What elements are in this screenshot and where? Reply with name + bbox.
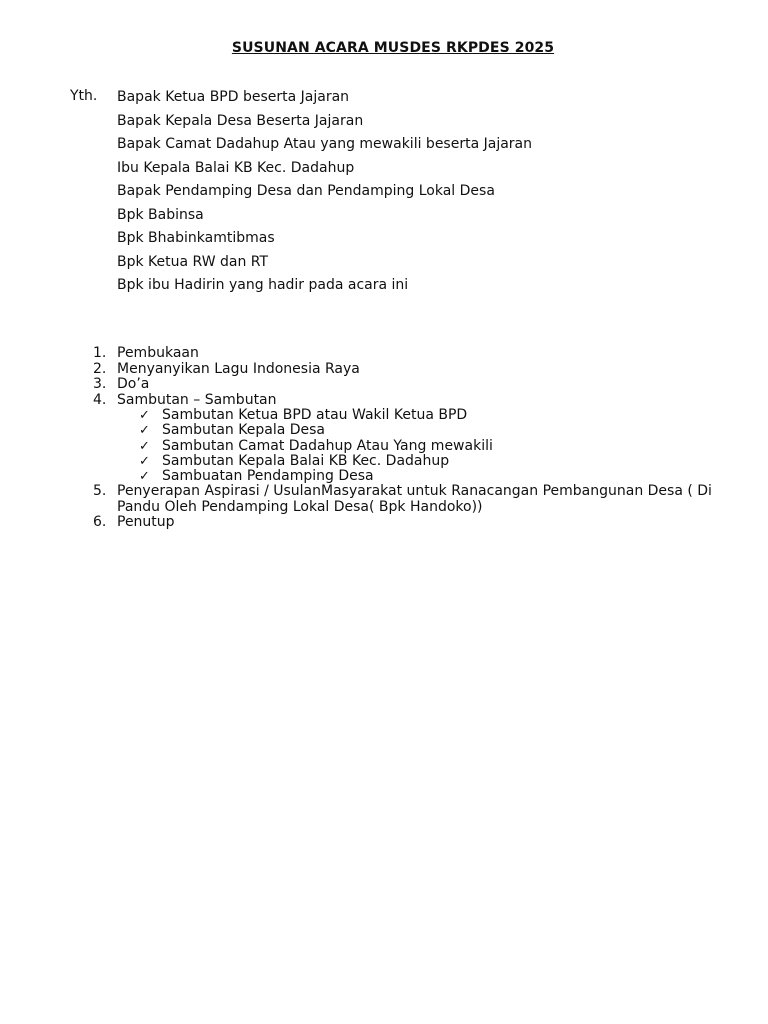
sambutan-text: Sambutan Kepala Balai KB Kec. Dadahup (162, 452, 450, 469)
agenda-item (0, 346, 768, 362)
check-icon: ✓ (139, 469, 150, 485)
addressee-item: Bpk Bhabinkamtibmas (117, 230, 275, 246)
agenda-number: 5. (93, 483, 107, 500)
addressee-item: Bapak Camat Dadahup Atau yang mewakili beserta Jajaran (117, 136, 532, 152)
agenda-text: Penyerapan Aspirasi / UsulanMasyarakat untuk Ranacangan Pembangunan Desa ( Di Pandu Oleh Pendamping Lokal Desa( Bpk Handoko)) (117, 483, 712, 515)
sambutan-text: Sambutan Camat Dadahup Atau Yang mewakili (162, 437, 493, 454)
document-title: SUSUNAN ACARA MUSDES RKPDES 2025 (231, 40, 555, 56)
sambutan-text: Sambutan Kepala Desa (162, 422, 326, 439)
agenda-number: 1. (93, 345, 107, 361)
sambutan-item (0, 454, 768, 469)
addressee-item: Ibu Kepala Balai KB Kec. Dadahup (117, 159, 355, 176)
sambutan-item (0, 469, 768, 484)
addressee-list (117, 88, 532, 300)
check-icon: ✓ (139, 408, 150, 423)
sambutan-item (0, 423, 768, 438)
addressee-item: Bapak Kepala Desa Beserta Jajaran (117, 112, 364, 129)
agenda-text: Penutup (117, 514, 175, 531)
salutation-label: Yth. (70, 88, 98, 104)
agenda-list (0, 346, 768, 531)
agenda-item (0, 393, 768, 409)
sambutan-sublist (0, 408, 768, 484)
addressee-item: Bpk Ketua RW dan RT (117, 253, 269, 270)
addressee-item: Bapak Pendamping Desa dan Pendamping Lokal Desa (117, 183, 495, 199)
agenda-item (0, 484, 768, 515)
agenda-text: Sambutan – Sambutan (117, 391, 277, 408)
addressee-item: Bapak Ketua BPD beserta Jajaran (117, 89, 350, 105)
sambutan-text: Sambutan Ketua BPD atau Wakil Ketua BPD (162, 407, 468, 423)
agenda-item (0, 377, 768, 393)
sambutan-text: Sambuatan Pendamping Desa (162, 468, 374, 485)
check-icon: ✓ (139, 423, 150, 439)
check-icon: ✓ (139, 453, 150, 469)
agenda-number: 3. (93, 376, 107, 392)
agenda-item (0, 362, 768, 378)
sambutan-item (0, 439, 768, 454)
addressee-item: Bpk ibu Hadirin yang hadir pada acara ini (117, 277, 409, 293)
agenda-text: Do’a (117, 376, 150, 392)
agenda-number: 4. (93, 391, 107, 408)
addressee-item: Bpk Babinsa (117, 206, 204, 223)
agenda-text: Menyanyikan Lagu Indonesia Raya (117, 360, 360, 377)
agenda-number: 6. (93, 514, 107, 531)
agenda-number: 2. (93, 360, 107, 377)
agenda-item (0, 515, 768, 531)
sambutan-item (0, 408, 768, 423)
check-icon: ✓ (139, 438, 150, 454)
agenda-text: Pembukaan (117, 345, 199, 361)
